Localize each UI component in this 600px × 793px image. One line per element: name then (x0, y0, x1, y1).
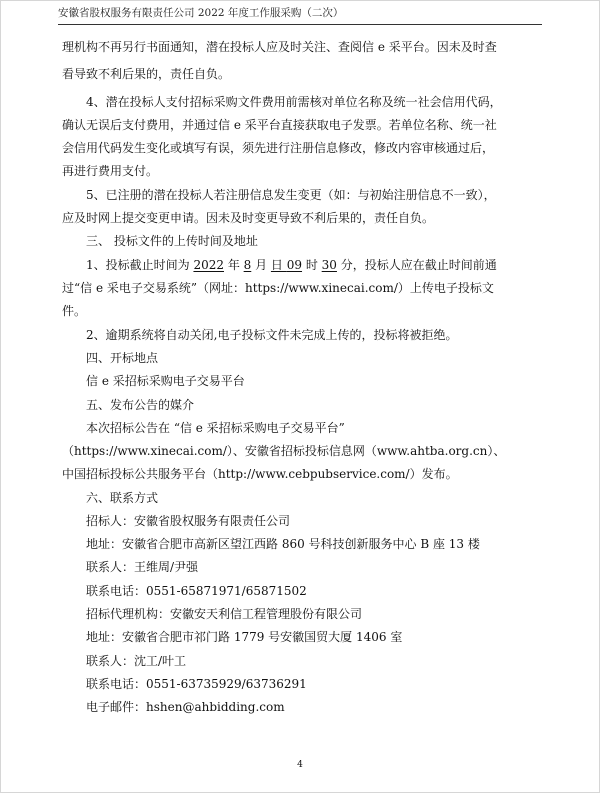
paragraph-line: 应及时网上提交变更申请。因未及时变更导致不利后果的，责任自负。 (62, 211, 435, 225)
media-line: 本次招标公告在 “信 e 采招标采购电子交易平台” (86, 421, 345, 435)
contact-line: 联系电话：0551-63735929/63736291 (86, 677, 307, 691)
media-line: 中国招标投标公共服务平台（http://www.cebpubservice.com/）发布。 (62, 467, 458, 481)
deadline-suffix: 分，投标人应在截止时间前通 (336, 258, 497, 272)
deadline-year-unit: 年 (224, 258, 244, 272)
contact-line: 联系人：沈工/叶工 (86, 654, 187, 668)
paragraph-line: 再进行费用支付。 (62, 164, 159, 178)
section-heading: 三、 投标文件的上传时间及地址 (86, 234, 258, 248)
contact-line: 联系电话：0551-65871971/65871502 (86, 584, 307, 598)
paragraph-line: 2、逾期系统将自动关闭,电子投标文件未完成上传的，投标将被拒绝。 (86, 328, 458, 342)
section-heading: 五、发布公告的媒介 (86, 398, 195, 412)
deadline-line (86, 258, 497, 272)
page-number: 4 (297, 760, 303, 770)
paragraph-line: 确认无误后支付费用，并通过信 e 采平台直接获取电子发票。若单位名称、统一社 (62, 118, 497, 132)
venue-text: 信 e 采招标采购电子交易平台 (86, 374, 245, 388)
deadline-year: 2022 (193, 258, 224, 272)
page-header: 安徽省股权服务有限责任公司 2022 年度工作服采购（二次） (58, 7, 344, 19)
section-heading: 四、开标地点 (86, 351, 159, 365)
deadline-day: 日 (270, 258, 287, 272)
paragraph-line: 理机构不再另行书面通知，潜在投标人应及时关注、查阅信 e 采平台。因未及时查 (62, 40, 497, 54)
paragraph-line: 4、潜在投标人支付招标采购文件费用前需核对单位名称及统一社会信用代码， (86, 95, 502, 109)
deadline-month: 8 (243, 258, 252, 272)
paragraph-line: 看导致不利后果的，责任自负。 (62, 67, 231, 81)
deadline-hour: 09 (286, 258, 303, 272)
media-line: （https://www.xinecai.com/）、安徽省招标投标信息网（www.ahtba.org.cn）、 (62, 444, 506, 458)
contact-line: 地址：安徽省合肥市祁门路 1779 号安徽国贸大厦 1406 室 (86, 630, 403, 644)
header-divider (58, 24, 542, 25)
contact-line: 联系人：王维周/尹强 (86, 560, 199, 574)
paragraph-line: 会信用代码发生变化或填写有误，须先进行注册信息修改，修改内容审核通过后， (62, 141, 495, 155)
section-heading: 六、联系方式 (86, 491, 159, 505)
deadline-hour-unit: 时 (302, 258, 322, 272)
paragraph-line: 过“信 e 采电子交易系统”（网址：https://www.xinecai.com/）上传电子投标文 (62, 281, 494, 295)
paragraph-line: 5、已注册的潜在投标人若注册信息发生变更（如：与初始注册信息不一致）， (86, 188, 496, 202)
paragraph-line: 件。 (62, 304, 87, 318)
contact-line: 地址：安徽省合肥市高新区望江西路 860 号科技创新服务中心 B 座 13 楼 (86, 537, 480, 551)
deadline-minute: 30 (321, 258, 337, 272)
contact-line: 招标代理机构：安徽安天利信工程管理股份有限公司 (86, 607, 363, 621)
deadline-month-unit: 月 (251, 258, 271, 272)
contact-line: 电子邮件：hshen@ahbidding.com (86, 700, 285, 714)
contact-line: 招标人：安徽省股权服务有限责任公司 (86, 514, 291, 528)
deadline-prefix: 1、投标截止时间为 (86, 258, 194, 272)
